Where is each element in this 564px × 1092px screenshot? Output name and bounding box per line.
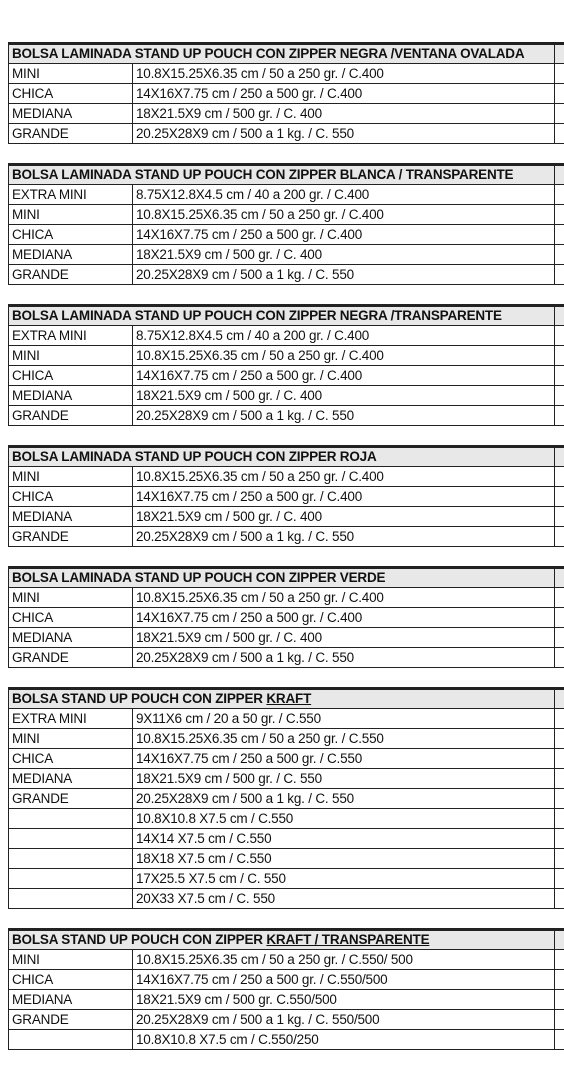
section-title [9, 447, 555, 467]
price-cell [555, 950, 564, 970]
price-cell [555, 467, 564, 487]
table-row [9, 326, 564, 346]
spec-cell: 18X21.5X9 cm / 500 gr. C.550/500 [133, 990, 555, 1010]
section-title [9, 165, 555, 185]
product-section-table [8, 687, 564, 909]
price-cell [555, 829, 564, 849]
price-cell [555, 769, 564, 789]
section-header-end-cell [555, 689, 564, 709]
section-gap [8, 285, 564, 304]
price-cell [555, 527, 564, 547]
spec-cell: 8.75X12.8X4.5 cm / 40 a 200 gr. / C.400 [133, 185, 555, 205]
price-cell [555, 346, 564, 366]
size-cell [9, 849, 133, 869]
spec-cell: 10.8X10.8 X7.5 cm / C.550/250 [133, 1030, 555, 1050]
table-row [9, 104, 564, 124]
size-cell: CHICA [9, 487, 133, 507]
product-section-table [8, 566, 564, 668]
size-cell [9, 809, 133, 829]
spec-cell: 20.25X28X9 cm / 500 a 1 kg. / C. 550/500 [133, 1010, 555, 1030]
table-row [9, 588, 564, 608]
price-cell [555, 970, 564, 990]
price-cell [555, 588, 564, 608]
table-row [9, 869, 564, 889]
spec-cell: 14X16X7.75 cm / 250 a 500 gr. / C.550 [133, 749, 555, 769]
table-row [9, 970, 564, 990]
size-cell: GRANDE [9, 265, 133, 285]
size-cell: MINI [9, 205, 133, 225]
section-title [9, 689, 555, 709]
table-row [9, 1010, 564, 1030]
size-cell: MINI [9, 64, 133, 84]
price-cell [555, 124, 564, 144]
table-row [9, 709, 564, 729]
section-header-row [9, 568, 564, 588]
table-row [9, 185, 564, 205]
size-cell: MEDIANA [9, 507, 133, 527]
section-title-text: BOLSA LAMINADA STAND UP POUCH CON ZIPPER ROJA [12, 449, 377, 464]
section-gap [8, 909, 564, 928]
spec-cell: 14X16X7.75 cm / 250 a 500 gr. / C.400 [133, 225, 555, 245]
size-cell: GRANDE [9, 789, 133, 809]
table-row [9, 1030, 564, 1050]
spec-cell: 20.25X28X9 cm / 500 a 1 kg. / C. 550 [133, 648, 555, 668]
price-cell [555, 406, 564, 426]
table-row [9, 64, 564, 84]
spec-cell: 8.75X12.8X4.5 cm / 40 a 200 gr. / C.400 [133, 326, 555, 346]
table-row [9, 608, 564, 628]
price-cell [555, 809, 564, 829]
size-cell: MINI [9, 588, 133, 608]
section-header-row [9, 165, 564, 185]
price-cell [555, 185, 564, 205]
table-row [9, 507, 564, 527]
price-cell [555, 205, 564, 225]
section-title-emphasis: KRAFT [266, 691, 312, 706]
size-cell [9, 829, 133, 849]
spec-cell: 10.8X10.8 X7.5 cm / C.550 [133, 809, 555, 829]
size-cell: CHICA [9, 970, 133, 990]
section-title [9, 306, 555, 326]
price-cell [555, 507, 564, 527]
size-cell: CHICA [9, 749, 133, 769]
price-cell [555, 265, 564, 285]
size-cell: CHICA [9, 608, 133, 628]
price-cell [555, 608, 564, 628]
spec-cell: 14X16X7.75 cm / 250 a 500 gr. / C.550/500 [133, 970, 555, 990]
size-cell: MEDIANA [9, 990, 133, 1010]
spec-cell: 14X16X7.75 cm / 250 a 500 gr. / C.400 [133, 366, 555, 386]
size-cell: MINI [9, 950, 133, 970]
table-row [9, 84, 564, 104]
section-gap [8, 426, 564, 445]
size-cell [9, 889, 133, 909]
table-row [9, 829, 564, 849]
size-cell: EXTRA MINI [9, 185, 133, 205]
product-section-table [8, 42, 564, 144]
section-title-text: BOLSA STAND UP POUCH CON ZIPPER [12, 932, 267, 947]
product-section-table [8, 928, 564, 1050]
table-row [9, 265, 564, 285]
section-header-end-cell [555, 930, 564, 950]
spec-cell: 17X25.5 X7.5 cm / C. 550 [133, 869, 555, 889]
size-cell: GRANDE [9, 648, 133, 668]
price-cell [555, 729, 564, 749]
price-cell [555, 326, 564, 346]
spec-cell: 20.25X28X9 cm / 500 a 1 kg. / C. 550 [133, 789, 555, 809]
spec-cell: 10.8X15.25X6.35 cm / 50 a 250 gr. / C.550 [133, 729, 555, 749]
table-row [9, 889, 564, 909]
size-cell: MEDIANA [9, 769, 133, 789]
section-title-text: BOLSA LAMINADA STAND UP POUCH CON ZIPPER BLANCA / TRANSPARENTE [12, 167, 514, 182]
price-cell [555, 225, 564, 245]
section-title-text: BOLSA LAMINADA STAND UP POUCH CON ZIPPER NEGRA /VENTANA OVALADA [12, 46, 525, 61]
section-header-end-cell [555, 447, 564, 467]
price-cell [555, 648, 564, 668]
spec-cell: 20.25X28X9 cm / 500 a 1 kg. / C. 550 [133, 265, 555, 285]
section-header-end-cell [555, 44, 564, 64]
price-cell [555, 366, 564, 386]
spec-cell: 20.25X28X9 cm / 500 a 1 kg. / C. 550 [133, 406, 555, 426]
table-row [9, 487, 564, 507]
table-row [9, 729, 564, 749]
price-cell [555, 869, 564, 889]
table-row [9, 245, 564, 265]
price-cell [555, 789, 564, 809]
section-header-end-cell [555, 568, 564, 588]
size-cell: EXTRA MINI [9, 326, 133, 346]
price-cell [555, 1030, 564, 1050]
section-header-end-cell [555, 306, 564, 326]
size-cell: EXTRA MINI [9, 709, 133, 729]
price-cell [555, 628, 564, 648]
section-header-row [9, 306, 564, 326]
spec-cell: 18X18 X7.5 cm / C.550 [133, 849, 555, 869]
spec-cell: 18X21.5X9 cm / 500 gr. / C. 400 [133, 386, 555, 406]
spec-cell: 18X21.5X9 cm / 500 gr. / C. 400 [133, 104, 555, 124]
spec-cell: 20.25X28X9 cm / 500 a 1 kg. / C. 550 [133, 124, 555, 144]
section-title-text: BOLSA LAMINADA STAND UP POUCH CON ZIPPER VERDE [12, 570, 386, 585]
table-row [9, 386, 564, 406]
size-cell [9, 1030, 133, 1050]
table-row [9, 205, 564, 225]
size-cell: GRANDE [9, 527, 133, 547]
spec-cell: 10.8X15.25X6.35 cm / 50 a 250 gr. / C.400 [133, 588, 555, 608]
table-row [9, 346, 564, 366]
spec-cell: 10.8X15.25X6.35 cm / 50 a 250 gr. / C.400 [133, 64, 555, 84]
section-title-emphasis: KRAFT / TRANSPARENTE [266, 932, 430, 947]
section-title-text: BOLSA LAMINADA STAND UP POUCH CON ZIPPER NEGRA /TRANSPARENTE [12, 308, 502, 323]
table-row [9, 648, 564, 668]
price-cell [555, 64, 564, 84]
price-cell [555, 990, 564, 1010]
price-sheet [8, 42, 564, 1050]
table-row [9, 769, 564, 789]
spec-cell: 14X14 X7.5 cm / C.550 [133, 829, 555, 849]
size-cell [9, 869, 133, 889]
price-cell [555, 245, 564, 265]
price-cell [555, 84, 564, 104]
size-cell: MEDIANA [9, 386, 133, 406]
table-row [9, 406, 564, 426]
size-cell: CHICA [9, 366, 133, 386]
section-title-text: BOLSA STAND UP POUCH CON ZIPPER [12, 691, 267, 706]
table-row [9, 809, 564, 829]
table-row [9, 366, 564, 386]
section-gap [8, 668, 564, 687]
size-cell: MINI [9, 729, 133, 749]
price-cell [555, 709, 564, 729]
size-cell: MINI [9, 467, 133, 487]
size-cell: CHICA [9, 84, 133, 104]
spec-cell: 10.8X15.25X6.35 cm / 50 a 250 gr. / C.400 [133, 205, 555, 225]
product-section-table [8, 163, 564, 285]
table-row [9, 467, 564, 487]
size-cell: CHICA [9, 225, 133, 245]
section-gap [8, 547, 564, 566]
table-row [9, 124, 564, 144]
size-cell: MEDIANA [9, 628, 133, 648]
section-header-row [9, 447, 564, 467]
section-title [9, 930, 555, 950]
price-cell [555, 1010, 564, 1030]
section-header-row [9, 689, 564, 709]
table-row [9, 749, 564, 769]
price-cell [555, 849, 564, 869]
product-section-table [8, 445, 564, 547]
spec-cell: 14X16X7.75 cm / 250 a 500 gr. / C.400 [133, 487, 555, 507]
price-cell [555, 749, 564, 769]
spec-cell: 18X21.5X9 cm / 500 gr. / C. 400 [133, 245, 555, 265]
section-header-row [9, 930, 564, 950]
spec-cell: 10.8X15.25X6.35 cm / 50 a 250 gr. / C.550/ 500 [133, 950, 555, 970]
table-row [9, 990, 564, 1010]
price-cell [555, 889, 564, 909]
section-header-row [9, 44, 564, 64]
spec-cell: 14X16X7.75 cm / 250 a 500 gr. / C.400 [133, 608, 555, 628]
size-cell: GRANDE [9, 1010, 133, 1030]
price-cell [555, 104, 564, 124]
size-cell: MEDIANA [9, 245, 133, 265]
section-title [9, 568, 555, 588]
section-title [9, 44, 555, 64]
table-row [9, 628, 564, 648]
table-row [9, 950, 564, 970]
spec-cell: 10.8X15.25X6.35 cm / 50 a 250 gr. / C.400 [133, 467, 555, 487]
spec-cell: 10.8X15.25X6.35 cm / 50 a 250 gr. / C.400 [133, 346, 555, 366]
table-row [9, 789, 564, 809]
size-cell: MEDIANA [9, 104, 133, 124]
spec-cell: 18X21.5X9 cm / 500 gr. / C. 400 [133, 507, 555, 527]
table-row [9, 849, 564, 869]
section-gap [8, 144, 564, 163]
table-row [9, 225, 564, 245]
product-section-table [8, 304, 564, 426]
table-row [9, 527, 564, 547]
spec-cell: 18X21.5X9 cm / 500 gr. / C. 550 [133, 769, 555, 789]
spec-cell: 20X33 X7.5 cm / C. 550 [133, 889, 555, 909]
price-cell [555, 386, 564, 406]
size-cell: GRANDE [9, 124, 133, 144]
size-cell: GRANDE [9, 406, 133, 426]
spec-cell: 18X21.5X9 cm / 500 gr. / C. 400 [133, 628, 555, 648]
spec-cell: 9X11X6 cm / 20 a 50 gr. / C.550 [133, 709, 555, 729]
spec-cell: 14X16X7.75 cm / 250 a 500 gr. / C.400 [133, 84, 555, 104]
section-header-end-cell [555, 165, 564, 185]
price-cell [555, 487, 564, 507]
spec-cell: 20.25X28X9 cm / 500 a 1 kg. / C. 550 [133, 527, 555, 547]
size-cell: MINI [9, 346, 133, 366]
